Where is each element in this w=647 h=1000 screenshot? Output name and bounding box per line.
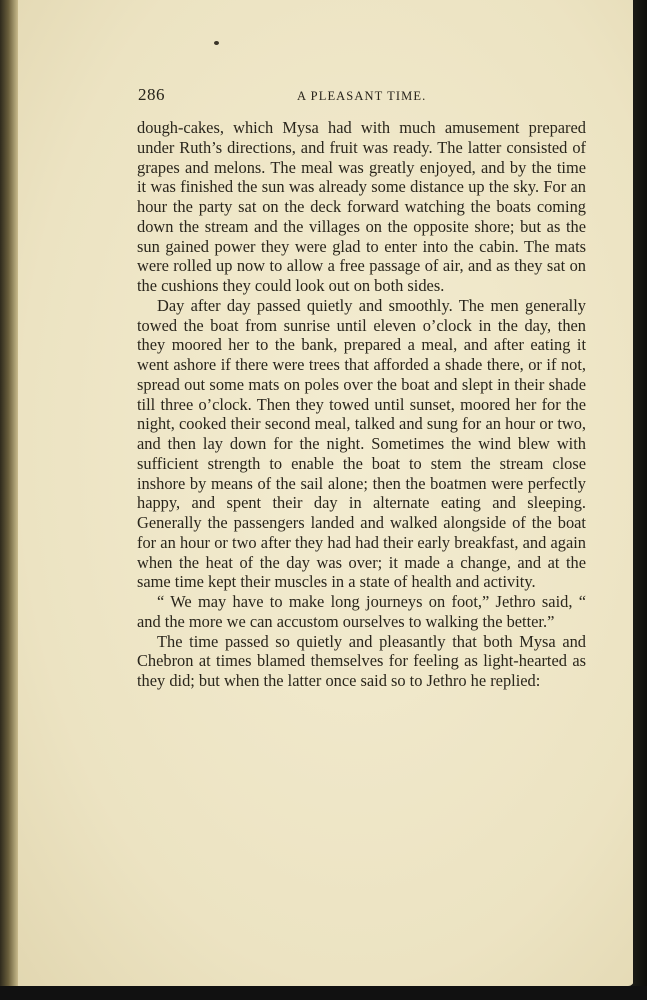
page-edge-shadow bbox=[633, 0, 647, 990]
paragraph: The time passed so quietly and pleasantly that both Mysa and Chebron at times blamed themselves for feeling as light-hearted as they did; but when the latter once said so to Jethro he replied: bbox=[137, 631, 586, 690]
running-title: A PLEASANT TIME. bbox=[297, 89, 427, 103]
paragraph: dough-cakes, which Mysa had with much amusement prepared under Ruth’s directions, and fruit was ready. The latter consisted of grapes and melons. The meal was greatly enjoyed, and by the time it was finished the sun was already some distance up the sky. For an hour the party sat on the deck forward watching the boats coming down the stream and the villages on the opposite shore; but as the sun gained power they were glad to enter into the cabin. The mats were rolled up now to allow a free passage of air, and as they sat on the cushions they could look out on both sides. bbox=[137, 118, 586, 295]
page-header bbox=[138, 85, 586, 109]
page-number: 286 bbox=[138, 85, 165, 104]
page-bottom-shadow bbox=[0, 986, 647, 1000]
paragraph: Day after day passed quietly and smoothly. The men generally towed the boat from sunrise until eleven o’clock in the day, then they moored her to the bank, prepared a meal, and after eating it went ashore if there were trees that afforded a shade there, or if not, spread out some mats on poles over the boat and slept in their shade till three o’clock. Then they towed until sunset, moored her for the night, cooked their second meal, talked and sung for an hour or two, and then lay down for the night. Sometimes the wind blew with sufficient strength to enable the boat to stem the stream close inshore by means of the sail alone; then the boatmen were perfectly happy, and spent their day in alternate eating and sleeping. Generally the passengers landed and walked alongside of the boat for an hour or two after they had had their early breakfast, and again when the heat of the day was over; it made a change, and at the same time kept their muscles in a state of health and activity. bbox=[137, 295, 586, 592]
body-text bbox=[137, 118, 586, 691]
paragraph: “ We may have to make long journeys on foot,” Jethro said, “ and the more we can accustom ourselves to walking the better.” bbox=[137, 592, 586, 631]
ink-speck bbox=[214, 41, 219, 45]
